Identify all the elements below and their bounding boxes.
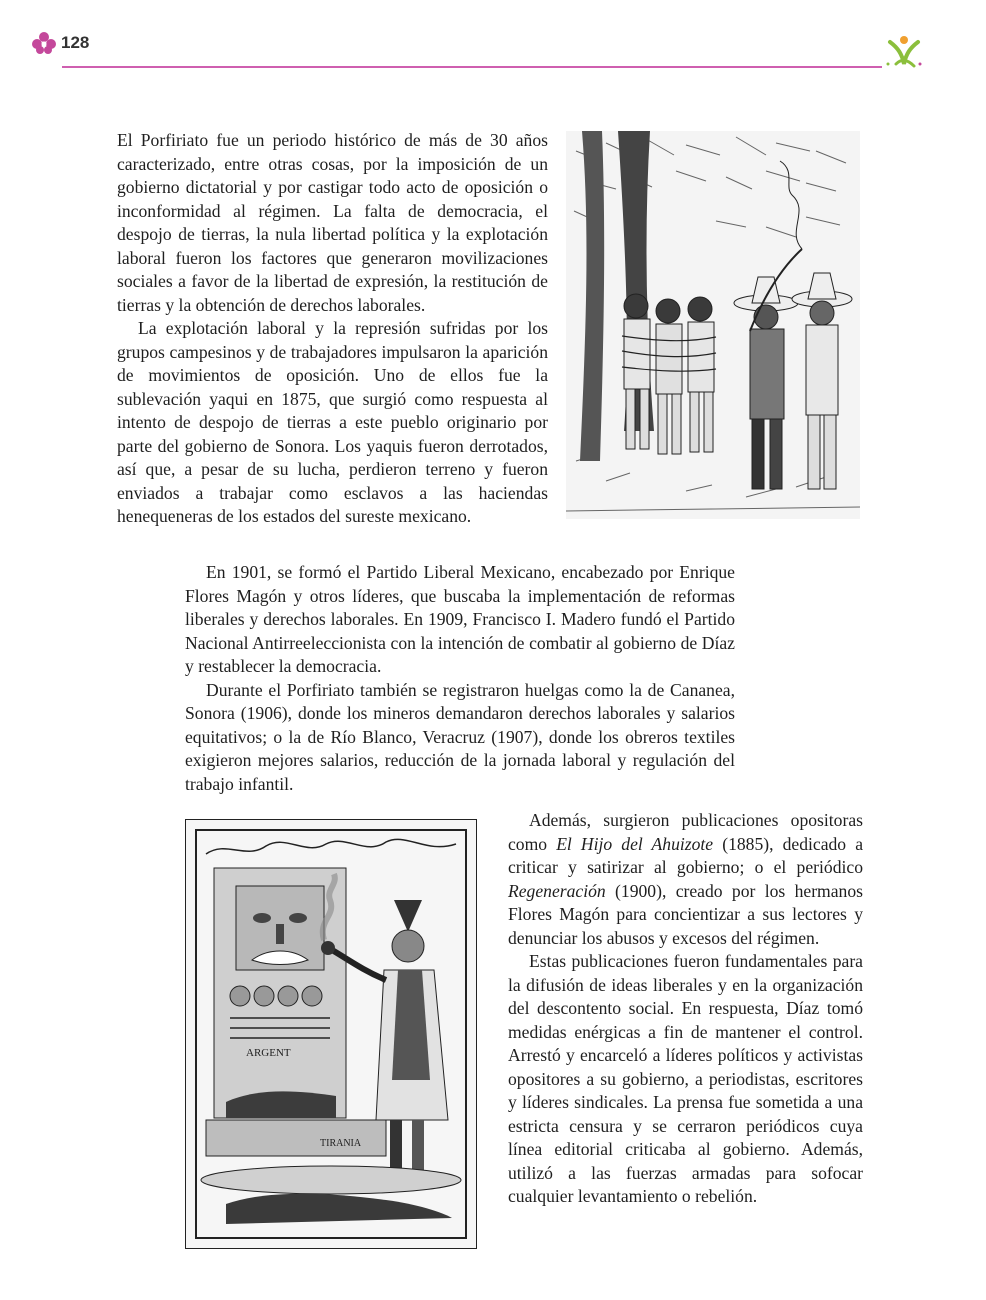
paragraph: Estas publicaciones fueron fundamentales para la difusión de ideas liberales y en la organización del descontento social. En respuesta, Díaz tomó medidas enérgicas a fin de mantener el control. Arrestó y encarceló a líderes políticos y activistas opositores a su gobierno, a periodistas, escritores y líderes sindicales. La prensa fue sometida a una estricta censura y se cerraron periódicos cuya línea editorial criticaba al gobierno. Además, utilizó a las fuerzas armadas para sofocar cualquier levantamiento o rebelión. (508, 951, 863, 1206)
header-rule (62, 66, 882, 68)
page-number: 128 (61, 33, 90, 52)
text-block-partidos-huelgas (185, 561, 735, 796)
publication-title: Regeneración (508, 880, 606, 901)
text-span: Además, surgieron publicaciones opositoras como (508, 810, 863, 854)
page-header (0, 0, 986, 80)
paragraph (508, 809, 863, 950)
text-span: (1900), creado por los hermanos Flores Magón para concientizar a sus lectores y denunciar los abusos y excesos del régimen. (508, 880, 863, 948)
engraving-yaqui-prisoners (566, 131, 860, 519)
publication-title: El Hijo del Ahuizote (556, 833, 714, 854)
text-span: (1885), dedicado a criticar y satirizar al gobierno; o el periódico (508, 833, 864, 877)
paragraph: Durante el Porfiriato también se registraron huelgas como la de Cananea, Sonora (1906), donde los mineros demandaron derechos laborales y salarios equitativos; o la de Río Blanco, Veracruz (1907), donde los obreros textiles exigieron mejores salarios, reducción de la jornada laboral y regulación del trabajo infantil. (185, 679, 735, 794)
stone-label: TIRANIA (320, 1138, 362, 1149)
sprout-figure-icon (884, 34, 924, 70)
text-block-publicaciones (508, 809, 863, 1209)
paragraph: La explotación laboral y la represión sufridas por los grupos campesinos y de trabajadores impulsaron la aparición de movimientos de oposición. Uno de ellos fue la sublevación yaqui en 1875, que surgió como respuesta al intento de despojo de tierras a este pueblo originario por parte del gobierno de Sonora. Los yaquis fueron derrotados, así que, a pesar de su lucha, perdieron terreno y fueron enviados a trabajar como esclavos a las haciendas henequeneras de los estados del sureste mexicano. (117, 318, 548, 526)
altar-label: ARGENT (246, 1047, 291, 1059)
flower-logo-icon (30, 30, 58, 56)
engraving-satirical-cartoon (185, 819, 477, 1249)
paragraph: El Porfiriato fue un periodo histórico de más de 30 años caracterizado, entre otras cosas, por la imposición de un gobierno dictatorial y por castigar todo acto de oposición o inconformidad al régimen. La falta de democracia, el despojo de tierras, la nula libertad política y la explotación laboral fueron los factores que generaron movilizaciones sociales a favor de la libertad de expresión, la restitución de tierras y la obtención de derechos laborales. (117, 130, 548, 315)
paragraph: En 1901, se formó el Partido Liberal Mexicano, encabezado por Enrique Flores Magón y otros líderes, que buscaba la implementación de reformas liberales y derechos laborales. En 1909, Francisco I. Madero fundó el Partido Nacional Antirreeleccionista con la intención de combatir al gobierno de Díaz y restablecer la democracia. (185, 562, 735, 676)
text-block-porfiriato (117, 129, 548, 529)
